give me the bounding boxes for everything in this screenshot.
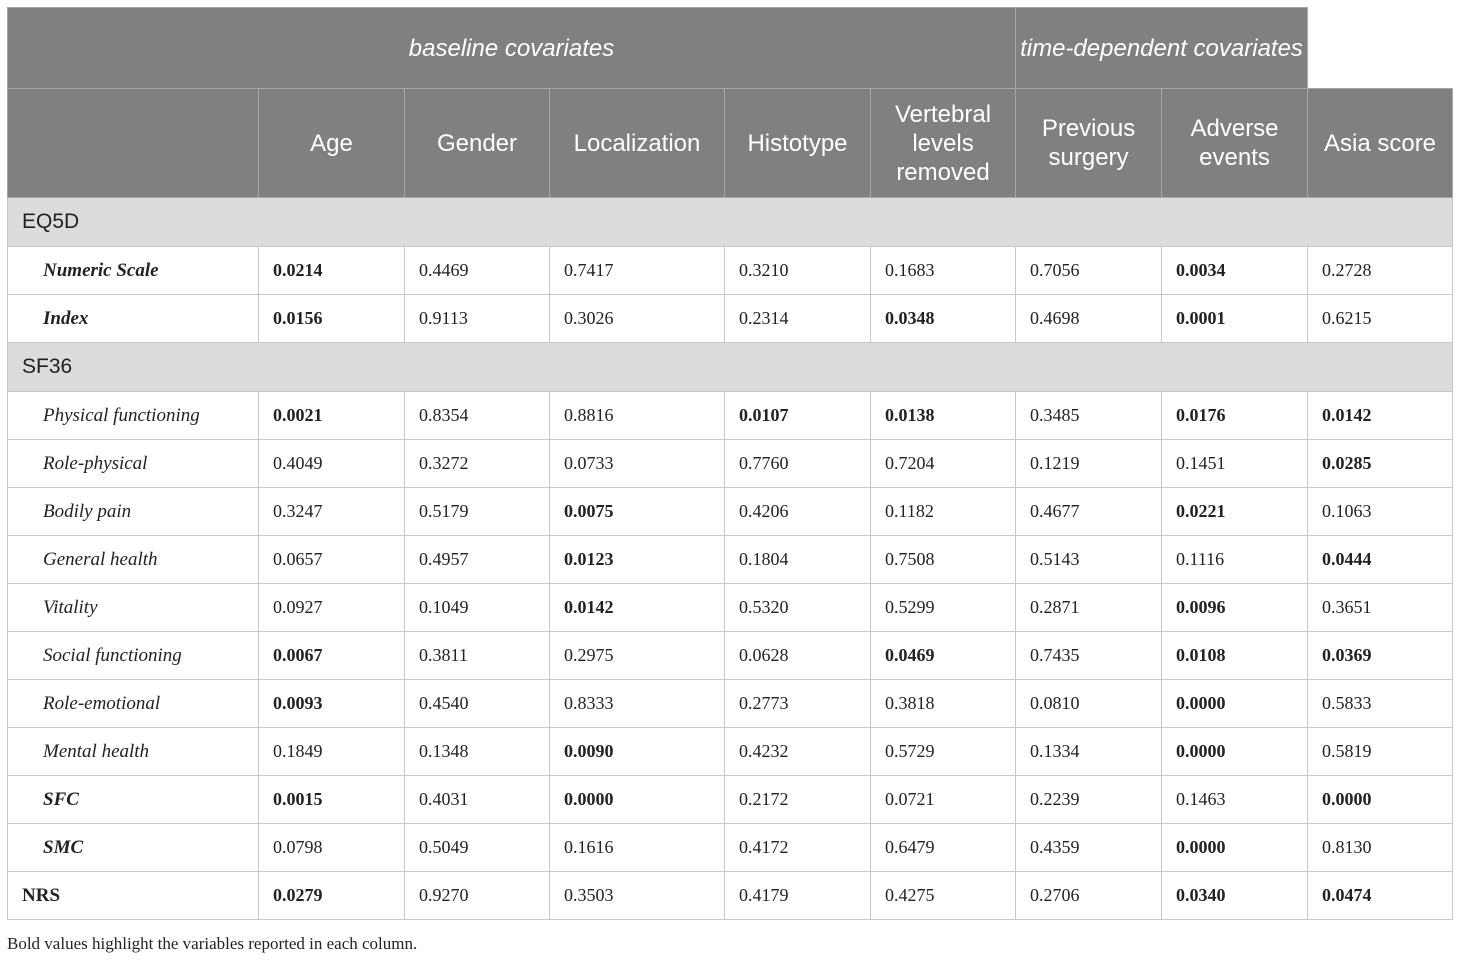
column-header: Vertebral levels removed <box>871 89 1016 198</box>
table-cell: 0.1849 <box>259 728 405 776</box>
table-cell: 0.3818 <box>871 680 1016 728</box>
table-cell: 0.8816 <box>550 392 725 440</box>
row-label: Vitality <box>8 584 259 632</box>
table-cell: 0.5729 <box>871 728 1016 776</box>
section-title: SF36 <box>8 343 1453 392</box>
table-cell: 0.0000 <box>1162 728 1308 776</box>
table-cell: 0.0348 <box>871 295 1016 343</box>
row-label: Numeric Scale <box>8 247 259 295</box>
column-header: Previous surgery <box>1016 89 1162 198</box>
table-row <box>8 632 1453 680</box>
table-cell: 0.1683 <box>871 247 1016 295</box>
column-header: Adverse events <box>1162 89 1308 198</box>
table-cell: 0.0107 <box>725 392 871 440</box>
table-cell: 0.9270 <box>405 872 550 920</box>
row-label: Social functioning <box>8 632 259 680</box>
table-cell: 0.4031 <box>405 776 550 824</box>
table-cell: 0.4206 <box>725 488 871 536</box>
column-header: Histotype <box>725 89 871 198</box>
table-cell: 0.0093 <box>259 680 405 728</box>
table-cell: 0.2975 <box>550 632 725 680</box>
table-cell: 0.0469 <box>871 632 1016 680</box>
table-cell: 0.1063 <box>1308 488 1453 536</box>
table-cell: 0.4172 <box>725 824 871 872</box>
table-row <box>8 776 1453 824</box>
table-cell: 0.0798 <box>259 824 405 872</box>
table-cell: 0.4275 <box>871 872 1016 920</box>
table-cell: 0.4677 <box>1016 488 1162 536</box>
table-cell: 0.6215 <box>1308 295 1453 343</box>
row-label: Role-physical <box>8 440 259 488</box>
table-row-nrs <box>8 872 1453 920</box>
table-cell: 0.5299 <box>871 584 1016 632</box>
table-cell: 0.0000 <box>550 776 725 824</box>
table-cell: 0.7204 <box>871 440 1016 488</box>
table-cell: 0.4698 <box>1016 295 1162 343</box>
table-cell: 0.3485 <box>1016 392 1162 440</box>
table-cell: 0.2706 <box>1016 872 1162 920</box>
table-cell: 0.3503 <box>550 872 725 920</box>
table-cell: 0.0015 <box>259 776 405 824</box>
table-cell: 0.0021 <box>259 392 405 440</box>
table-cell: 0.0369 <box>1308 632 1453 680</box>
table-row <box>8 488 1453 536</box>
table-cell: 0.0000 <box>1162 824 1308 872</box>
table-row <box>8 680 1453 728</box>
table-cell: 0.5143 <box>1016 536 1162 584</box>
column-header: Asia score <box>1308 89 1453 198</box>
table-cell: 0.4469 <box>405 247 550 295</box>
table-body <box>8 198 1453 920</box>
table-cell: 0.5320 <box>725 584 871 632</box>
table-cell: 0.0927 <box>259 584 405 632</box>
table-cell: 0.7435 <box>1016 632 1162 680</box>
table-footnote: Bold values highlight the variables reported in each column. <box>7 934 418 953</box>
table-cell: 0.4540 <box>405 680 550 728</box>
table-cell: 0.8333 <box>550 680 725 728</box>
table-cell: 0.6479 <box>871 824 1016 872</box>
group-header-baseline: baseline covariates <box>8 8 1016 89</box>
table-cell: 0.9113 <box>405 295 550 343</box>
table-cell: 0.8130 <box>1308 824 1453 872</box>
table-row <box>8 392 1453 440</box>
table-cell: 0.3651 <box>1308 584 1453 632</box>
column-header: Age <box>259 89 405 198</box>
table-cell: 0.4179 <box>725 872 871 920</box>
column-header: Gender <box>405 89 550 198</box>
row-label: SMC <box>8 824 259 872</box>
table-cell: 0.0628 <box>725 632 871 680</box>
table-cell: 0.0176 <box>1162 392 1308 440</box>
table-cell: 0.0721 <box>871 776 1016 824</box>
table-cell: 0.0123 <box>550 536 725 584</box>
table-cell: 0.1451 <box>1162 440 1308 488</box>
table-cell: 0.1116 <box>1162 536 1308 584</box>
table-row <box>8 536 1453 584</box>
table-cell: 0.1219 <box>1016 440 1162 488</box>
table-cell: 0.4359 <box>1016 824 1162 872</box>
table-cell: 0.0000 <box>1308 776 1453 824</box>
table-cell: 0.0000 <box>1162 680 1308 728</box>
table-cell: 0.7508 <box>871 536 1016 584</box>
column-header-row <box>8 89 1453 198</box>
table-cell: 0.5833 <box>1308 680 1453 728</box>
table-cell: 0.7760 <box>725 440 871 488</box>
row-label: Index <box>8 295 259 343</box>
section-row <box>8 343 1453 392</box>
table-cell: 0.1334 <box>1016 728 1162 776</box>
table-cell: 0.2314 <box>725 295 871 343</box>
column-header: Localization <box>550 89 725 198</box>
table-cell: 0.2871 <box>1016 584 1162 632</box>
row-label: General health <box>8 536 259 584</box>
table-cell: 0.0474 <box>1308 872 1453 920</box>
table-cell: 0.2728 <box>1308 247 1453 295</box>
table-cell: 0.3210 <box>725 247 871 295</box>
results-table-container <box>7 7 1453 920</box>
table-cell: 0.2172 <box>725 776 871 824</box>
table-cell: 0.5819 <box>1308 728 1453 776</box>
row-label: Mental health <box>8 728 259 776</box>
table-cell: 0.5179 <box>405 488 550 536</box>
table-row <box>8 247 1453 295</box>
row-label: Bodily pain <box>8 488 259 536</box>
table-row <box>8 728 1453 776</box>
row-label: Physical functioning <box>8 392 259 440</box>
table-cell: 0.3811 <box>405 632 550 680</box>
table-cell: 0.5049 <box>405 824 550 872</box>
table-cell: 0.0444 <box>1308 536 1453 584</box>
table-cell: 0.1348 <box>405 728 550 776</box>
table-cell: 0.0108 <box>1162 632 1308 680</box>
pvalue-table <box>7 7 1453 920</box>
table-cell: 0.0075 <box>550 488 725 536</box>
table-cell: 0.7417 <box>550 247 725 295</box>
table-cell: 0.0340 <box>1162 872 1308 920</box>
table-cell: 0.3026 <box>550 295 725 343</box>
table-cell: 0.1804 <box>725 536 871 584</box>
table-cell: 0.2773 <box>725 680 871 728</box>
table-cell: 0.0034 <box>1162 247 1308 295</box>
table-cell: 0.1463 <box>1162 776 1308 824</box>
table-row <box>8 295 1453 343</box>
row-label: NRS <box>8 872 259 920</box>
table-cell: 0.0142 <box>550 584 725 632</box>
row-label: Role-emotional <box>8 680 259 728</box>
table-cell: 0.3272 <box>405 440 550 488</box>
table-cell: 0.0096 <box>1162 584 1308 632</box>
group-header-time-dependent: time-dependent covariates <box>1016 8 1308 89</box>
table-cell: 0.0156 <box>259 295 405 343</box>
table-cell: 0.7056 <box>1016 247 1162 295</box>
table-cell: 0.0138 <box>871 392 1016 440</box>
column-header-empty <box>8 89 259 198</box>
table-cell: 0.0142 <box>1308 392 1453 440</box>
row-label: SFC <box>8 776 259 824</box>
table-cell: 0.4232 <box>725 728 871 776</box>
section-title: EQ5D <box>8 198 1453 247</box>
table-cell: 0.0285 <box>1308 440 1453 488</box>
table-cell: 0.0221 <box>1162 488 1308 536</box>
table-cell: 0.4957 <box>405 536 550 584</box>
table-cell: 0.1182 <box>871 488 1016 536</box>
table-row <box>8 584 1453 632</box>
table-cell: 0.0810 <box>1016 680 1162 728</box>
section-row <box>8 198 1453 247</box>
table-row <box>8 824 1453 872</box>
table-cell: 0.8354 <box>405 392 550 440</box>
table-cell: 0.2239 <box>1016 776 1162 824</box>
table-row <box>8 440 1453 488</box>
table-cell: 0.0214 <box>259 247 405 295</box>
table-cell: 0.0067 <box>259 632 405 680</box>
table-cell: 0.0001 <box>1162 295 1308 343</box>
table-cell: 0.0657 <box>259 536 405 584</box>
table-cell: 0.1049 <box>405 584 550 632</box>
table-cell: 0.0279 <box>259 872 405 920</box>
table-cell: 0.0733 <box>550 440 725 488</box>
table-cell: 0.0090 <box>550 728 725 776</box>
table-cell: 0.4049 <box>259 440 405 488</box>
table-cell: 0.1616 <box>550 824 725 872</box>
table-cell: 0.3247 <box>259 488 405 536</box>
